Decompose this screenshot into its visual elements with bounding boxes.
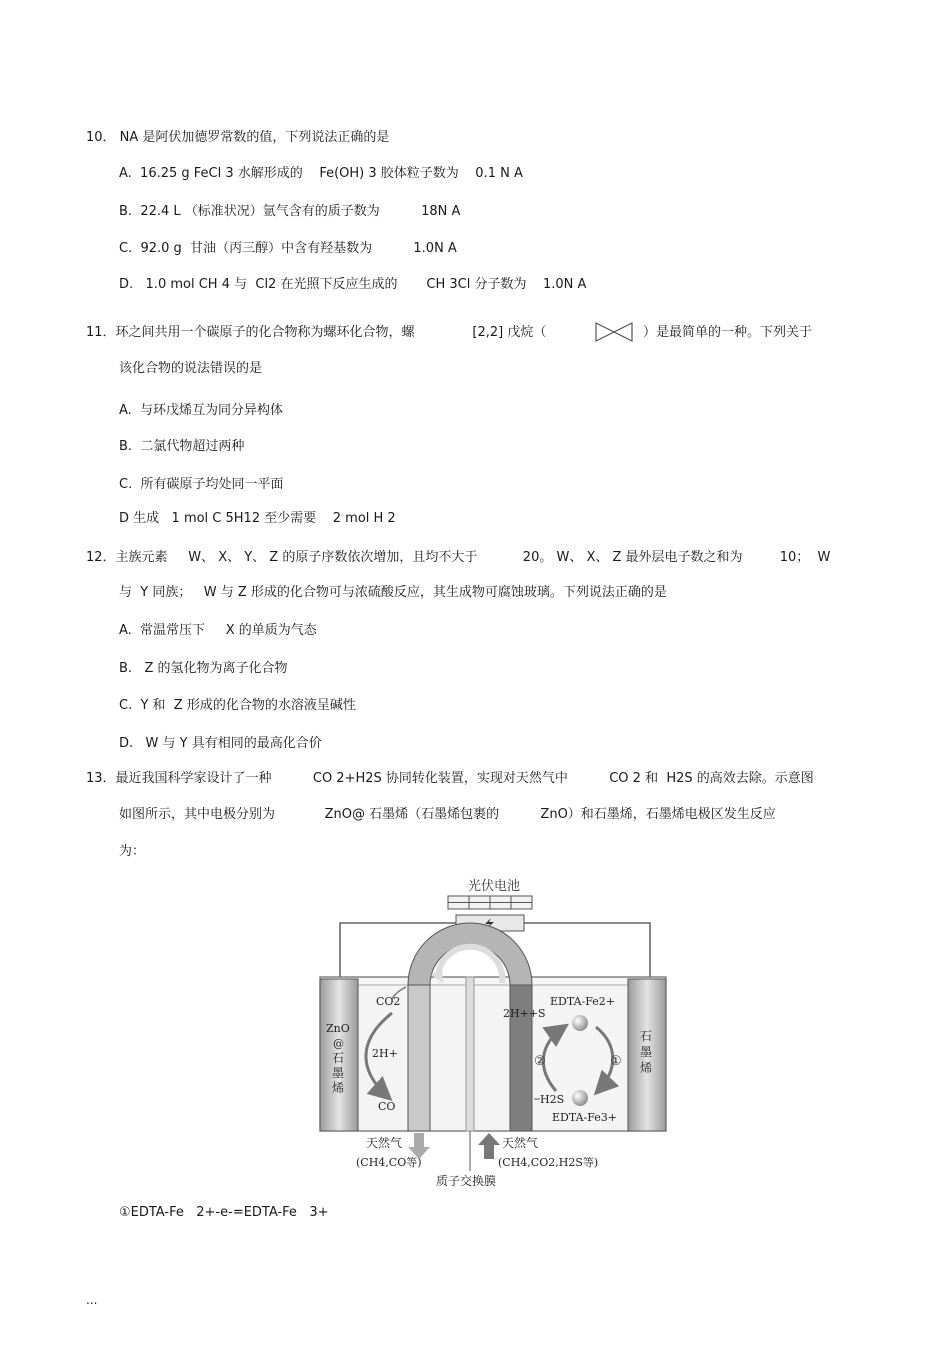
proton-exchange-membrane	[466, 977, 474, 1131]
left-tube	[408, 985, 430, 1131]
q13-stem-line2: 如图所示，其中电极分别为 ZnO@ 石墨烯（石墨烯包裹的 ZnO）和石墨烯，石墨烯电极区发生反应	[119, 807, 776, 822]
q11-stem-line2: 该化合物的说法错误的是	[119, 361, 263, 376]
h2s-label: H2S	[540, 1093, 565, 1106]
gas-in-label: 天然气	[502, 1136, 539, 1150]
q11-option-d: D 生成 1 mol C 5H12 至少需要 2 mol H 2	[119, 511, 396, 526]
step-2-label: ②	[534, 1054, 546, 1069]
right-electrode-label-3: 烯	[640, 1061, 653, 1075]
q10-option-b: B. 22.4 L （标准状况）氩气含有的质子数为 18N A	[119, 204, 461, 219]
spiropentane-structure	[593, 320, 635, 344]
q12-option-b: B. Z 的氢化物为离子化合物	[119, 661, 288, 676]
h-plus-label: 2H+	[372, 1047, 398, 1060]
gas-out-composition: (CH4,CO等)	[356, 1156, 422, 1169]
gas-in-arrow-head	[478, 1133, 500, 1145]
page-footer-ellipsis: ...	[86, 1293, 98, 1307]
h-s-label: 2H++S	[503, 1007, 546, 1020]
gas-in-composition: (CH4,CO2,H2S等)	[498, 1156, 599, 1169]
q11-option-a: A. 与环戊烯互为同分异构体	[119, 403, 284, 418]
q10-option-d: D. 1.0 mol CH 4 与 Cl2 在光照下反应生成的 CH 3Cl 分子数为 1.0N A	[119, 277, 587, 292]
left-electrode-label-2: @	[333, 1037, 344, 1050]
q10-option-c: C. 92.0 g 甘油（丙三醇）中含有羟基数为 1.0N A	[119, 241, 457, 256]
q11-stem-part1: 11．环之间共用一个碳原子的化合物称为螺环化合物，螺 [2,2] 戊烷（	[86, 325, 547, 340]
left-electrode-label-5: 烯	[332, 1081, 345, 1095]
left-electrode-label-3: 石	[332, 1051, 345, 1065]
electrolysis-device-diagram	[318, 875, 672, 1195]
q11-option-b: B. 二氯代物超过两种	[119, 439, 245, 454]
q13-stem-line3: 为：	[119, 844, 146, 859]
q12-option-a: A. 常温常压下 X 的单质为气态	[119, 623, 317, 638]
q13-reaction: ①EDTA-Fe 2+-e-=EDTA-Fe 3+	[119, 1205, 329, 1220]
solar-cell-label: 光伏电池	[468, 879, 521, 894]
edta-fe2-label: EDTA-Fe2+	[550, 995, 616, 1008]
gas-out-label: 天然气	[366, 1136, 403, 1150]
edta-fe3-label: EDTA-Fe3+	[552, 1111, 618, 1124]
membrane-label: 质子交换膜	[436, 1174, 497, 1188]
gas-in-arrow-shaft	[484, 1145, 494, 1159]
q12-option-c: C. Y 和 Z 形成的化合物的水溶液呈碱性	[119, 698, 356, 713]
q12-stem-line2: 与 Y 同族； W 与 Z 形成的化合物可与浓硫酸反应，其生成物可腐蚀玻璃。下列说法正确的是	[119, 585, 667, 600]
right-electrode-label-2: 墨	[640, 1045, 653, 1059]
fe3-ball	[572, 1090, 588, 1106]
q11-option-c: C. 所有碳原子均处同一平面	[119, 477, 284, 492]
q10-option-a: A. 16.25 g FeCl 3 水解形成的 Fe(OH) 3 胶体粒子数为 0.1 N A	[119, 166, 523, 181]
co-label: CO	[378, 1100, 396, 1113]
q13-stem: 13．最近我国科学家设计了一种 CO 2+H2S 协同转化装置，实现对天然气中 CO 2 和 H2S 的高效去除。示意图	[86, 771, 814, 786]
left-electrode-label-4: 墨	[332, 1066, 345, 1080]
step-1-label: ①	[610, 1054, 622, 1069]
co2-label: CO2	[376, 995, 401, 1008]
right-electrode-label-1: 石	[640, 1029, 653, 1043]
q12-stem: 12．主族元素 W、 X、 Y、 Z 的原子序数依次增加，且均不大于 20。 W、 X、 Z 最外层电子数之和为 10； W	[86, 550, 831, 565]
gas-out-arrow-shaft	[414, 1133, 424, 1147]
q11-stem-part2: ）是最简单的一种。下列关于	[643, 325, 813, 340]
q12-option-d: D. W 与 Y 具有相同的最高化合价	[119, 736, 322, 751]
left-electrode-label-1: ZnO	[326, 1022, 350, 1035]
q10-stem: 10． NA 是阿伏加德罗常数的值，下列说法正确的是	[86, 130, 390, 145]
fe2-ball	[572, 1015, 588, 1031]
